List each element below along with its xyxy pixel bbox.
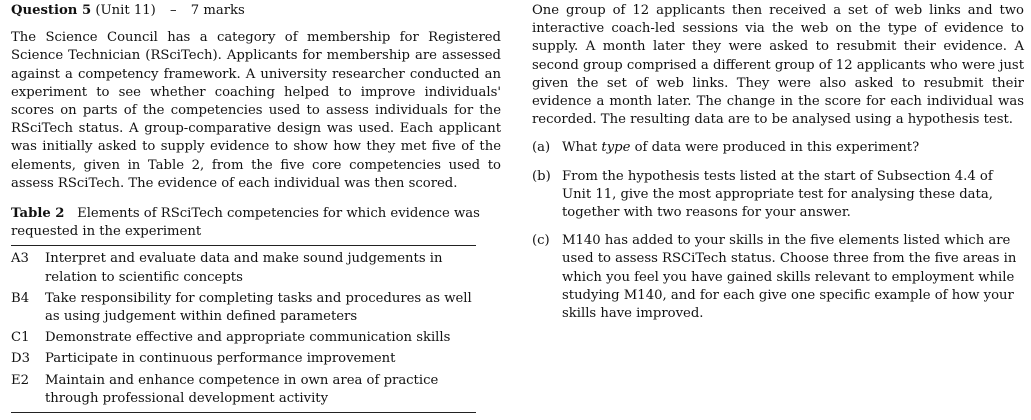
- row-text: Demonstrate effective and appropriate communication skills: [45, 330, 451, 346]
- part-c-label: (c): [532, 233, 550, 249]
- row-code: E2: [11, 372, 30, 388]
- part-a-emphasis: type: [601, 140, 631, 156]
- question-unit: (Unit 11): [95, 3, 156, 18]
- part-c-text: M140 has added to your skills in the five elements listed which are used to assess RSCiTech status. Choose three from the five areas in which you feel you have gained skills relevant to employment while studying M140, and for each give one specific example of how your skills have improved.: [562, 233, 1017, 322]
- row-code: D3: [11, 351, 30, 367]
- intro-paragraph: The Science Council has a category of membership for Registered Science Technician (RSciTech). Applicants for membership are assessed against a competency framework. A university researcher conducted an experiment to see whether coaching helped to improve individuals' scores on parts of the competencies used to assess individuals for the RSciTech status. A group-comparative design was used. Each applicant was initially asked to supply evidence to show how they met five of the elements, given in Table 2, from the five core competencies used to assess RSciTech. The evidence of each individual was then scored.: [11, 30, 501, 191]
- row-text: Participate in continuous performance improvement: [45, 351, 396, 367]
- row-text: Maintain and enhance competence in own area of practice through professional development activity: [45, 372, 439, 406]
- table-caption-text: Elements of RSciTech competencies for which evidence was requested in the experiment: [11, 206, 480, 240]
- table-row: [11, 350, 476, 368]
- part-c: [532, 232, 1024, 323]
- part-a-pre: What: [562, 140, 602, 156]
- table-row: [11, 290, 476, 326]
- part-b-label: (b): [532, 168, 551, 184]
- row-code: B4: [11, 290, 30, 306]
- table-row: [11, 372, 476, 408]
- table-row: [11, 329, 476, 347]
- right-column: [532, 2, 1024, 333]
- question-marks: 7 marks: [190, 3, 245, 18]
- table-bottom-rule: [11, 412, 476, 413]
- part-a-label: (a): [532, 140, 551, 156]
- part-a: [532, 139, 1024, 157]
- part-b: [532, 168, 1024, 223]
- row-text: Interpret and evaluate data and make sound judgements in relation to scientific concepts: [45, 251, 443, 285]
- left-column: [11, 2, 501, 413]
- competency-table: [11, 250, 476, 408]
- row-code: A3: [11, 251, 29, 267]
- row-code: C1: [11, 330, 30, 346]
- question-header: [11, 2, 501, 20]
- experiment-paragraph: One group of 12 applicants then received a set of web links and two interactive coach-led sessions via the web on the type of evidence to supply. A month later they were asked to resubmit their evidence. A second group comprised a different group of 12 applicants who were just given the set of web links. They were also asked to resubmit their evidence a month later. The change in the score for each individual was recorded. The resulting data are to be analysed using a hypothesis test.: [532, 3, 1024, 128]
- part-a-post: of data were produced in this experiment?: [630, 140, 920, 156]
- table-top-rule: [11, 245, 476, 246]
- table-row: [11, 250, 476, 286]
- table-label: Table 2: [11, 206, 65, 222]
- table-caption: [11, 205, 501, 241]
- part-a-text: [562, 139, 1024, 157]
- question-title: Question 5: [11, 3, 92, 18]
- row-text: Take responsibility for completing tasks and procedures as well as using judgement within defined parameters: [45, 290, 472, 325]
- part-b-text: From the hypothesis tests listed at the start of Subsection 4.4 of Unit 11, give the most appropriate test for analysing these data, together with two reasons for your answer.: [562, 168, 993, 221]
- header-dash: –: [169, 3, 177, 18]
